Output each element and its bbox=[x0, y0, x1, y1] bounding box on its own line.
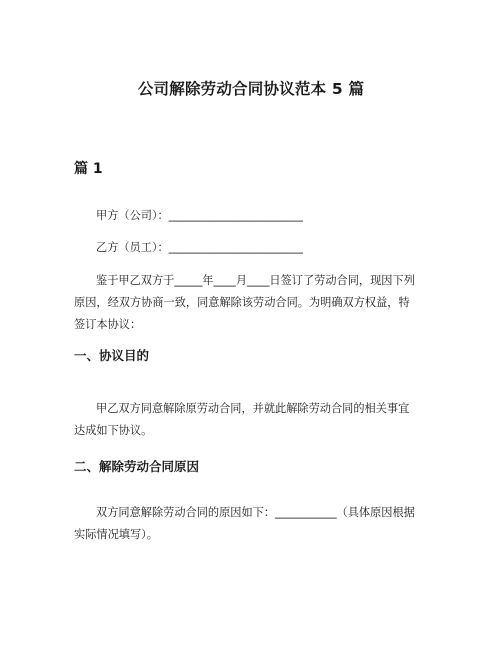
section-label: 篇 1 bbox=[74, 161, 103, 177]
paragraph-line: 实际情况填写）。 bbox=[74, 528, 158, 541]
paragraph-line: 达成如下协议。 bbox=[74, 424, 153, 437]
section-paragraph bbox=[74, 502, 426, 546]
document-title: 公司解除劳动合同协议范本 5 篇 bbox=[137, 80, 365, 98]
intro-line: 鉴于甲乙双方于_____年____月____日签订了劳动合同，现因下列 bbox=[96, 274, 415, 287]
intro-paragraph bbox=[74, 270, 426, 336]
paragraph-line: 甲乙双方同意解除原劳动合同，并就此解除劳动合同的相关事宜 bbox=[96, 402, 410, 415]
section-heading: 二、解除劳动合同原因 bbox=[74, 459, 200, 474]
party-a-field bbox=[74, 205, 426, 227]
party-b-field bbox=[74, 237, 426, 259]
party-a-line: 甲方（公司）：________________________ bbox=[96, 209, 303, 222]
intro-line: 签订本协议： bbox=[74, 318, 142, 331]
section-heading: 一、协议目的 bbox=[74, 348, 150, 363]
section-paragraph bbox=[74, 398, 426, 442]
paragraph-line: 双方同意解除劳动合同的原因如下：___________（具体原因根据 bbox=[96, 506, 415, 519]
intro-line: 原因，经双方协商一致，同意解除该劳动合同。为明确双方权益，特 bbox=[74, 296, 410, 309]
party-b-line: 乙方（员工）：________________________ bbox=[96, 241, 303, 254]
